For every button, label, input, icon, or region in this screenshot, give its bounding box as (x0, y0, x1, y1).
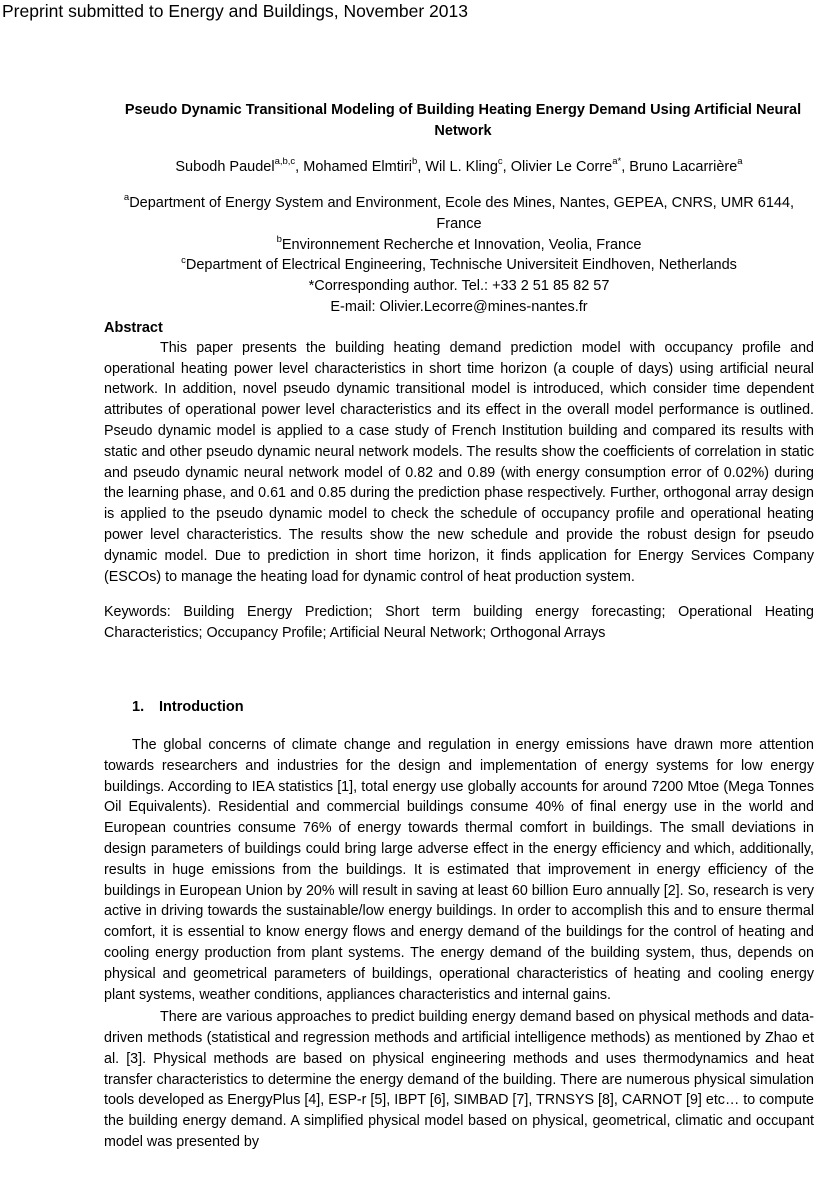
author: Bruno Lacarrière$^a$ (629, 156, 743, 175)
affiliation-b: $^b$Environnement Recherche et Innovation, Veolia, France (276, 233, 642, 253)
paper-page (104, 100, 814, 1153)
keywords: Keywords: Building Energy Prediction; Short term building energy forecasting; Operational Heating Characteristics; Occupancy Profile; Artificial Neural Network; Orthogonal Arrays (104, 604, 814, 642)
preprint-header: Preprint submitted to Energy and Buildings, November 2013 (2, 1, 468, 21)
abstract-heading: Abstract (104, 319, 163, 336)
author-list (104, 157, 814, 177)
intro-paragraph: There are various approaches to predict building energy demand based on physical methods and data-driven methods (statistical and regression methods and artificial intelligence methods) as mentioned by Zhao et al. [3]. Physical methods are based on physical engineering methods and uses thermodynamics and heat transfer characteristics to determine the energy demand of the building. There are numerous physical simulation tools developed as EnergyPlus [4], ESP-r [5], IBPT [6], SIMBAD [7], TRNSYS [8], CARNOT [9] etc… to compute the building energy demand. A simplified physical model based on physical, geometrical, climatic and occupant model was presented by (104, 1009, 814, 1151)
paper-title: Pseudo Dynamic Transitional Modeling of Building Heating Energy Demand Using Artificial Neural Network (124, 102, 802, 139)
intro-paragraph: The global concerns of climate change and regulation in energy emissions have drawn more attention towards researchers and industries for the design and implementation of energy systems for low energy buildings. According to IEA statistics [1], total energy use globally accounts for around 7200 Mtoe (Mega Tonnes Oil Equivalents). Residential and commercial buildings consume 40% of final energy use in the world and European countries consume 76% of energy towards thermal comfort in buildings. The small deviations in design parameters of buildings could bring large adverse effect in the energy efficiency and which, additionally, results in huge emissions from the buildings. It is estimated that improvement in energy efficiency of the buildings in European Union by 20% will result in saving at least 60 billion Euro annually [2]. So, research is very active in driving towards the sustainable/low energy buildings. In order to accomplish this and to ensure thermal comfort, it is essential to know energy flows and energy demand of the buildings for the control of heating and cooling energy production from plant systems. The energy demand of the building system, thus, depends on physical and geometrical parameters of buildings, operational characteristics of heating and cooling energy plant systems, weather conditions, appliances characteristics and internal gains. (104, 736, 814, 1003)
author: Subodh Paudel$^{a,b,c}$, (175, 156, 304, 175)
author: Wil L. Kling$^c$, (425, 156, 511, 175)
email: E-mail: Olivier.Lecorre@mines-nantes.fr (330, 298, 588, 315)
section-heading (132, 697, 814, 717)
section-number: 1. (132, 698, 145, 715)
author: Olivier Le Corre$^{a*}$, (510, 156, 630, 175)
affiliation-c: $^c$Department of Electrical Engineering, Technische Universiteit Eindhoven, Netherlands (181, 254, 737, 274)
affiliations (104, 193, 814, 318)
section-title: Introduction (159, 698, 244, 715)
author: Mohamed Elmtiri$^b$, (303, 156, 426, 175)
corresponding-author: *Corresponding author. Tel.: +33 2 51 85 82 57 (308, 278, 610, 295)
abstract-text: This paper presents the building heating demand prediction model with occupancy profile and operational heating power level characteristics in short time horizon (a couple of days) using artificial neural network. In addition, novel pseudo dynamic transitional model is introduced, which consider time dependent attributes of operational power level characteristics and its effect in the overall model performance is outlined. Pseudo dynamic model is applied to a case study of French Institution building and compared its results with static and other pseudo dynamic neural network models. The results show the coefficients of correlation in static and pseudo dynamic neural network model of 0.82 and 0.89 (with energy consumption error of 0.02%) during the learning phase, and 0.61 and 0.85 during the prediction phase respectively. Further, orthogonal array design is applied to the pseudo dynamic model to check the schedule of occupancy profile and operational heating power level characteristics. The results show the new schedule and provide the robust design for pseudo dynamic model. Due to prediction in short time horizon, it finds application for Energy Services Company (ESCOs) to manage the heating load for dynamic control of heat production system. (104, 339, 814, 585)
affiliation-a: $^a$Department of Energy System and Environment, Ecole des Mines, Nantes, GEPEA, CNRS, UMR 6144, France (123, 192, 795, 232)
